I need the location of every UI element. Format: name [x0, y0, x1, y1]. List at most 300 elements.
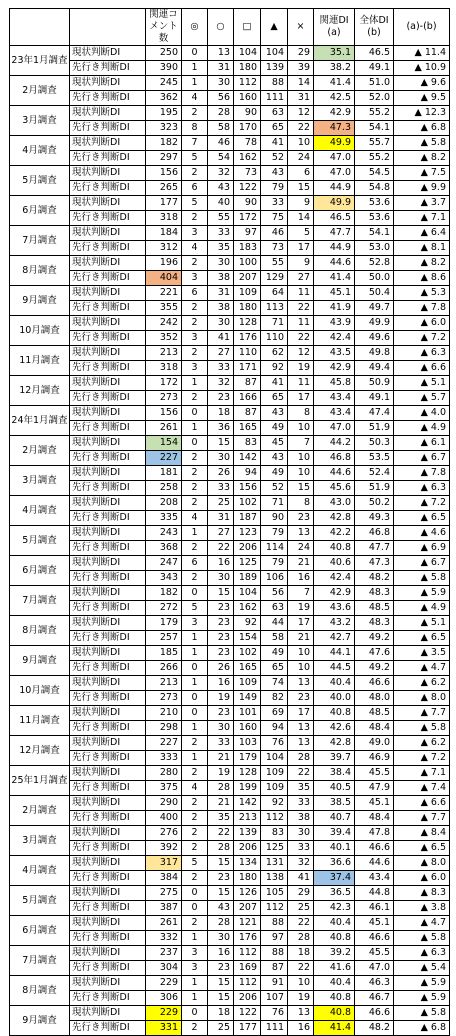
count-cell: 257 [146, 631, 182, 646]
di-type-label: 現状判断DI [70, 826, 146, 841]
diff-cell: ▲ 3.5 [394, 646, 450, 661]
diff-cell: ▲ 6.7 [394, 451, 450, 466]
triangle-cell: 63 [261, 601, 288, 616]
related-di-cell: 40.7 [314, 811, 355, 826]
square-cell: 125 [234, 556, 261, 571]
double-circle-cell: 1 [182, 676, 208, 691]
related-di-cell: 42.5 [314, 91, 355, 106]
cross-cell: 8 [288, 406, 314, 421]
square-cell: 142 [234, 451, 261, 466]
overall-di-cell: 55.2 [355, 106, 394, 121]
diff-cell: ▲ 5.7 [394, 391, 450, 406]
diff-cell: ▲ 9.9 [394, 181, 450, 196]
diff-cell: ▲ 5.9 [394, 976, 450, 991]
header-row [10, 9, 450, 46]
circle-cell: 32 [208, 376, 234, 391]
diff-cell: ▲ 7.2 [394, 496, 450, 511]
related-di-cell: 42.9 [314, 361, 355, 376]
overall-di-cell: 46.6 [355, 676, 394, 691]
overall-di-cell: 46.6 [355, 841, 394, 856]
header-overall-di: 全体DI (b) [355, 9, 394, 46]
triangle-cell: 131 [261, 856, 288, 871]
cross-cell: 17 [288, 616, 314, 631]
overall-di-cell: 49.9 [355, 316, 394, 331]
di-type-label: 現状判断DI [70, 556, 146, 571]
square-cell: 162 [234, 151, 261, 166]
cross-cell: 32 [288, 856, 314, 871]
di-type-label: 現状判断DI [70, 646, 146, 661]
triangle-cell: 33 [261, 196, 288, 211]
double-circle-cell: 4 [182, 511, 208, 526]
di-type-label: 先行き判断DI [70, 1021, 146, 1036]
overall-di-cell: 55.2 [355, 151, 394, 166]
square-cell: 149 [234, 691, 261, 706]
cross-cell: 5 [288, 226, 314, 241]
table-row [10, 271, 450, 286]
header-cross: × [288, 9, 314, 46]
related-di-cell: 41.4 [314, 271, 355, 286]
triangle-cell: 79 [261, 526, 288, 541]
overall-di-cell: 52.0 [355, 91, 394, 106]
overall-di-cell: 54.8 [355, 181, 394, 196]
count-cell: 352 [146, 331, 182, 346]
triangle-cell: 139 [261, 61, 288, 76]
triangle-cell: 88 [261, 946, 288, 961]
cross-cell: 10 [288, 466, 314, 481]
related-di-cell: 44.1 [314, 646, 355, 661]
square-cell: 110 [234, 346, 261, 361]
double-circle-cell: 2 [182, 826, 208, 841]
diff-cell: ▲ 6.0 [394, 871, 450, 886]
triangle-cell: 112 [261, 901, 288, 916]
table-row [10, 676, 450, 691]
cross-cell: 31 [288, 91, 314, 106]
table-row [10, 46, 450, 61]
overall-di-cell: 49.1 [355, 391, 394, 406]
circle-cell: 58 [208, 121, 234, 136]
cross-cell: 14 [288, 76, 314, 91]
circle-cell: 33 [208, 226, 234, 241]
table-row [10, 601, 450, 616]
cross-cell: 22 [288, 121, 314, 136]
di-type-label: 現状判断DI [70, 466, 146, 481]
overall-di-cell: 48.5 [355, 601, 394, 616]
related-di-cell: 43.2 [314, 616, 355, 631]
count-cell: 237 [146, 946, 182, 961]
di-type-label: 現状判断DI [70, 346, 146, 361]
related-di-cell: 41.6 [314, 961, 355, 976]
table-row [10, 571, 450, 586]
related-di-cell: 40.4 [314, 916, 355, 931]
square-cell: 78 [234, 136, 261, 151]
circle-cell: 54 [208, 151, 234, 166]
di-type-label: 現状判断DI [70, 406, 146, 421]
double-circle-cell: 6 [182, 181, 208, 196]
table-row [10, 166, 450, 181]
cross-cell: 38 [288, 811, 314, 826]
month-label: 12月調査 [10, 376, 70, 406]
related-di-cell: 47.7 [314, 226, 355, 241]
diff-cell: ▲ 8.2 [394, 256, 450, 271]
circle-cell: 15 [208, 436, 234, 451]
double-circle-cell: 0 [182, 1006, 208, 1021]
cross-cell: 7 [288, 436, 314, 451]
square-cell: 177 [234, 1021, 261, 1036]
square-cell: 134 [234, 856, 261, 871]
di-type-label: 現状判断DI [70, 766, 146, 781]
square-cell: 169 [234, 961, 261, 976]
square-cell: 156 [234, 481, 261, 496]
table-row [10, 811, 450, 826]
count-cell: 243 [146, 526, 182, 541]
circle-cell: 16 [208, 676, 234, 691]
overall-di-cell: 55.7 [355, 136, 394, 151]
circle-cell: 18 [208, 1006, 234, 1021]
count-cell: 195 [146, 106, 182, 121]
count-cell: 227 [146, 736, 182, 751]
cross-cell: 41 [288, 871, 314, 886]
double-circle-cell: 1 [182, 526, 208, 541]
double-circle-cell: 2 [182, 256, 208, 271]
di-type-label: 先行き判断DI [70, 481, 146, 496]
cross-cell: 22 [288, 916, 314, 931]
circle-cell: 30 [208, 316, 234, 331]
square-cell: 87 [234, 376, 261, 391]
table-row [10, 481, 450, 496]
di-type-label: 先行き判断DI [70, 631, 146, 646]
di-type-label: 現状判断DI [70, 106, 146, 121]
di-table-container [9, 8, 450, 1036]
diff-cell: ▲ 5.8 [394, 1006, 450, 1021]
triangle-cell: 49 [261, 421, 288, 436]
di-type-label: 現状判断DI [70, 736, 146, 751]
related-di-cell: 41.4 [314, 1021, 355, 1036]
double-circle-cell: 5 [182, 151, 208, 166]
table-row [10, 706, 450, 721]
square-cell: 165 [234, 421, 261, 436]
month-label: 25年1月調査 [10, 766, 70, 796]
count-cell: 196 [146, 256, 182, 271]
double-circle-cell: 1 [182, 976, 208, 991]
count-cell: 213 [146, 676, 182, 691]
diff-cell: ▲ 7.7 [394, 811, 450, 826]
double-circle-cell: 1 [182, 631, 208, 646]
double-circle-cell: 1 [182, 76, 208, 91]
di-type-label: 先行き判断DI [70, 721, 146, 736]
triangle-cell: 43 [261, 406, 288, 421]
triangle-cell: 49 [261, 646, 288, 661]
square-cell: 176 [234, 931, 261, 946]
triangle-cell: 112 [261, 811, 288, 826]
related-di-cell: 42.8 [314, 511, 355, 526]
count-cell: 182 [146, 586, 182, 601]
count-cell: 362 [146, 91, 182, 106]
count-cell: 318 [146, 211, 182, 226]
triangle-cell: 82 [261, 691, 288, 706]
diff-cell: ▲ 7.2 [394, 751, 450, 766]
related-di-cell: 42.8 [314, 736, 355, 751]
month-label: 3月調査 [10, 466, 70, 496]
circle-cell: 26 [208, 466, 234, 481]
triangle-cell: 46 [261, 226, 288, 241]
circle-cell: 23 [208, 391, 234, 406]
cross-cell: 17 [288, 706, 314, 721]
cross-cell: 9 [288, 196, 314, 211]
di-type-label: 現状判断DI [70, 316, 146, 331]
overall-di-cell: 47.6 [355, 646, 394, 661]
circle-cell: 28 [208, 781, 234, 796]
table-row [10, 451, 450, 466]
cross-cell: 11 [288, 376, 314, 391]
circle-cell: 23 [208, 601, 234, 616]
table-row [10, 946, 450, 961]
square-cell: 122 [234, 181, 261, 196]
related-di-cell: 44.5 [314, 661, 355, 676]
related-di-cell: 42.6 [314, 721, 355, 736]
count-cell: 275 [146, 886, 182, 901]
month-label: 6月調査 [10, 196, 70, 226]
month-label: 8月調査 [10, 256, 70, 286]
month-label: 3月調査 [10, 826, 70, 856]
header-month [10, 9, 70, 46]
di-type-label: 先行き判断DI [70, 991, 146, 1006]
diff-cell: ▲ 6.7 [394, 556, 450, 571]
diff-cell: ▲ 10.9 [394, 61, 450, 76]
count-cell: 261 [146, 421, 182, 436]
triangle-cell: 125 [261, 841, 288, 856]
diff-cell: ▲ 6.3 [394, 481, 450, 496]
count-cell: 297 [146, 151, 182, 166]
triangle-cell: 45 [261, 436, 288, 451]
square-cell: 112 [234, 946, 261, 961]
related-di-cell: 40.8 [314, 1006, 355, 1021]
square-cell: 100 [234, 256, 261, 271]
triangle-cell: 106 [261, 571, 288, 586]
diff-cell: ▲ 12.3 [394, 106, 450, 121]
cross-cell: 19 [288, 991, 314, 1006]
count-cell: 227 [146, 451, 182, 466]
di-type-label: 先行き判断DI [70, 841, 146, 856]
circle-cell: 30 [208, 76, 234, 91]
overall-di-cell: 49.4 [355, 361, 394, 376]
table-row [10, 871, 450, 886]
related-di-cell: 42.4 [314, 571, 355, 586]
square-cell: 180 [234, 61, 261, 76]
overall-di-cell: 47.8 [355, 826, 394, 841]
double-circle-cell: 1 [182, 721, 208, 736]
triangle-cell: 73 [261, 241, 288, 256]
month-label: 2月調査 [10, 436, 70, 466]
square-cell: 162 [234, 601, 261, 616]
double-circle-cell: 3 [182, 271, 208, 286]
double-circle-cell: 2 [182, 916, 208, 931]
diff-cell: ▲ 8.4 [394, 826, 450, 841]
table-row [10, 316, 450, 331]
overall-di-cell: 48.4 [355, 811, 394, 826]
diff-cell: ▲ 5.1 [394, 616, 450, 631]
related-di-cell: 36.5 [314, 886, 355, 901]
double-circle-cell: 2 [182, 466, 208, 481]
count-cell: 404 [146, 271, 182, 286]
double-circle-cell: 5 [182, 601, 208, 616]
triangle-cell: 138 [261, 871, 288, 886]
diff-cell: ▲ 5.8 [394, 931, 450, 946]
cross-cell: 13 [288, 676, 314, 691]
table-row [10, 76, 450, 91]
overall-di-cell: 54.1 [355, 121, 394, 136]
overall-di-cell: 46.6 [355, 1006, 394, 1021]
overall-di-cell: 48.5 [355, 706, 394, 721]
count-cell: 343 [146, 571, 182, 586]
related-di-cell: 37.4 [314, 871, 355, 886]
square-cell: 90 [234, 196, 261, 211]
double-circle-cell: 5 [182, 856, 208, 871]
di-type-label: 現状判断DI [70, 496, 146, 511]
overall-di-cell: 49.2 [355, 661, 394, 676]
circle-cell: 27 [208, 346, 234, 361]
triangle-cell: 74 [261, 676, 288, 691]
diff-cell: ▲ 6.5 [394, 841, 450, 856]
di-type-label: 先行き判断DI [70, 871, 146, 886]
circle-cell: 28 [208, 106, 234, 121]
month-label: 4月調査 [10, 136, 70, 166]
overall-di-cell: 51.0 [355, 76, 394, 91]
diff-cell: ▲ 6.3 [394, 346, 450, 361]
cross-cell: 10 [288, 661, 314, 676]
circle-cell: 43 [208, 181, 234, 196]
count-cell: 298 [146, 721, 182, 736]
double-circle-cell: 1 [182, 931, 208, 946]
month-label: 5月調査 [10, 886, 70, 916]
month-label: 12月調査 [10, 736, 70, 766]
table-row [10, 556, 450, 571]
table-row [10, 466, 450, 481]
double-circle-cell: 2 [182, 496, 208, 511]
triangle-cell: 111 [261, 1021, 288, 1036]
table-row [10, 751, 450, 766]
square-cell: 87 [234, 406, 261, 421]
diff-cell: ▲ 4.7 [394, 916, 450, 931]
diff-cell: ▲ 4.7 [394, 661, 450, 676]
overall-di-cell: 49.3 [355, 511, 394, 526]
related-di-cell: 40.8 [314, 706, 355, 721]
overall-di-cell: 48.0 [355, 691, 394, 706]
header-count: 関連コメント数 [146, 9, 182, 46]
overall-di-cell: 50.3 [355, 436, 394, 451]
overall-di-cell: 46.6 [355, 931, 394, 946]
related-di-cell: 45.8 [314, 376, 355, 391]
cross-cell: 28 [288, 931, 314, 946]
count-cell: 247 [146, 556, 182, 571]
count-cell: 221 [146, 286, 182, 301]
triangle-cell: 71 [261, 316, 288, 331]
count-cell: 317 [146, 856, 182, 871]
month-label: 9月調査 [10, 646, 70, 676]
related-di-cell: 40.8 [314, 931, 355, 946]
count-cell: 258 [146, 481, 182, 496]
double-circle-cell: 2 [182, 481, 208, 496]
di-type-label: 現状判断DI [70, 976, 146, 991]
triangle-cell: 65 [261, 661, 288, 676]
count-cell: 304 [146, 961, 182, 976]
table-row [10, 916, 450, 931]
table-row [10, 931, 450, 946]
related-di-cell: 42.3 [314, 901, 355, 916]
overall-di-cell: 52.8 [355, 256, 394, 271]
square-cell: 213 [234, 811, 261, 826]
overall-di-cell: 47.0 [355, 961, 394, 976]
diff-cell: ▲ 5.9 [394, 586, 450, 601]
double-circle-cell: 0 [182, 691, 208, 706]
cross-cell: 16 [288, 1021, 314, 1036]
cross-cell: 11 [288, 316, 314, 331]
di-type-label: 先行き判断DI [70, 451, 146, 466]
di-type-label: 先行き判断DI [70, 211, 146, 226]
overall-di-cell: 45.1 [355, 796, 394, 811]
table-row [10, 901, 450, 916]
diff-cell: ▲ 8.2 [394, 151, 450, 166]
circle-cell: 40 [208, 196, 234, 211]
circle-cell: 23 [208, 646, 234, 661]
circle-cell: 33 [208, 361, 234, 376]
square-cell: 154 [234, 631, 261, 646]
table-row [10, 421, 450, 436]
overall-di-cell: 49.1 [355, 61, 394, 76]
di-type-label: 現状判断DI [70, 586, 146, 601]
square-cell: 206 [234, 991, 261, 1006]
related-di-cell: 40.0 [314, 691, 355, 706]
month-label: 2月調査 [10, 796, 70, 826]
double-circle-cell: 0 [182, 586, 208, 601]
table-row [10, 721, 450, 736]
circle-cell: 15 [208, 991, 234, 1006]
overall-di-cell: 47.4 [355, 406, 394, 421]
triangle-cell: 88 [261, 916, 288, 931]
related-di-cell: 35.1 [314, 46, 355, 61]
related-di-cell: 44.9 [314, 241, 355, 256]
header-triangle: ▲ [261, 9, 288, 46]
table-row [10, 106, 450, 121]
count-cell: 245 [146, 76, 182, 91]
diff-cell: ▲ 4.9 [394, 601, 450, 616]
circle-cell: 33 [208, 481, 234, 496]
cross-cell: 8 [288, 496, 314, 511]
table-row [10, 616, 450, 631]
overall-di-cell: 47.3 [355, 556, 394, 571]
table-row [10, 331, 450, 346]
di-type-label: 現状判断DI [70, 256, 146, 271]
circle-cell: 30 [208, 721, 234, 736]
diff-cell: ▲ 6.9 [394, 541, 450, 556]
related-di-cell: 42.9 [314, 106, 355, 121]
circle-cell: 35 [208, 811, 234, 826]
double-circle-cell: 1 [182, 421, 208, 436]
square-cell: 123 [234, 526, 261, 541]
diff-cell: ▲ 4.9 [394, 421, 450, 436]
overall-di-cell: 46.7 [355, 991, 394, 1006]
overall-di-cell: 46.1 [355, 901, 394, 916]
square-cell: 165 [234, 661, 261, 676]
di-type-label: 先行き判断DI [70, 271, 146, 286]
economy-watcher-di-table [9, 8, 450, 1036]
table-row [10, 841, 450, 856]
header-diff: (a)-(b) [394, 9, 450, 46]
diff-cell: ▲ 5.4 [394, 961, 450, 976]
related-di-cell: 40.4 [314, 676, 355, 691]
double-circle-cell: 4 [182, 781, 208, 796]
triangle-cell: 64 [261, 286, 288, 301]
triangle-cell: 65 [261, 121, 288, 136]
